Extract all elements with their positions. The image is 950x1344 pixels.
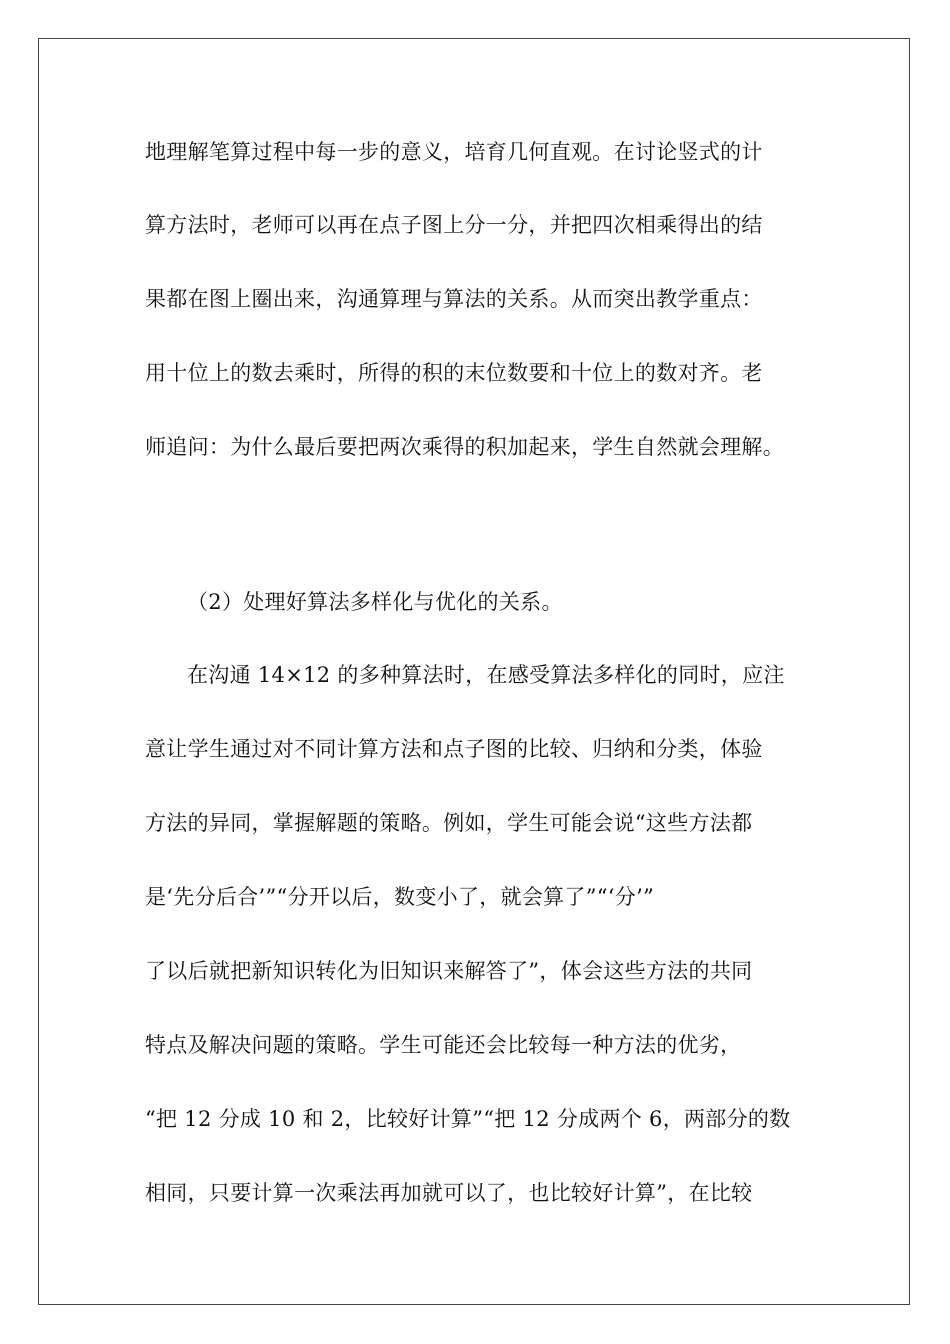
text-line: 相同，只要计算一次乘法再加就可以了，也比较好计算”，在比较 bbox=[145, 1181, 753, 1205]
text-line: 特点及解决问题的策略。学生可能还会比较每一种方法的优劣， bbox=[145, 1033, 742, 1057]
text-line: 师追问：为什么最后要把两次乘得的积加起来，学生自然就会理解。 bbox=[145, 435, 784, 459]
text-line: 意让学生通过对不同计算方法和点子图的比较、归纳和分类，体验 bbox=[145, 737, 763, 761]
text-line: 了以后就把新知识转化为旧知识来解答了”，体会这些方法的共同 bbox=[145, 959, 753, 983]
text-line: 地理解笔算过程中每一步的意义，培育几何直观。在讨论竖式的计 bbox=[145, 140, 763, 164]
text-line: 用十位上的数去乘时，所得的积的末位数要和十位上的数对齐。老 bbox=[145, 361, 763, 385]
section-heading: （2）处理好算法多样化与优化的关系。 bbox=[187, 590, 563, 614]
text-line: 在沟通 14×12 的多种算法时，在感受算法多样化的同时，应注 bbox=[187, 663, 785, 687]
text-line: 算方法时，老师可以再在点子图上分一分，并把四次相乘得出的结 bbox=[145, 213, 763, 237]
text-line: 果都在图上圈出来，沟通算理与算法的关系。从而突出教学重点： bbox=[145, 287, 763, 311]
text-line: 方法的异同，掌握解题的策略。例如，学生可能会说“这些方法都 bbox=[145, 811, 753, 835]
text-line: “把 12 分成 10 和 2，比较好计算”“把 12 分成两个 6，两部分的数 bbox=[145, 1107, 791, 1131]
text-line: 是‘先分后合’”“分开以后，数变小了，就会算了”“‘分’” bbox=[145, 885, 655, 909]
